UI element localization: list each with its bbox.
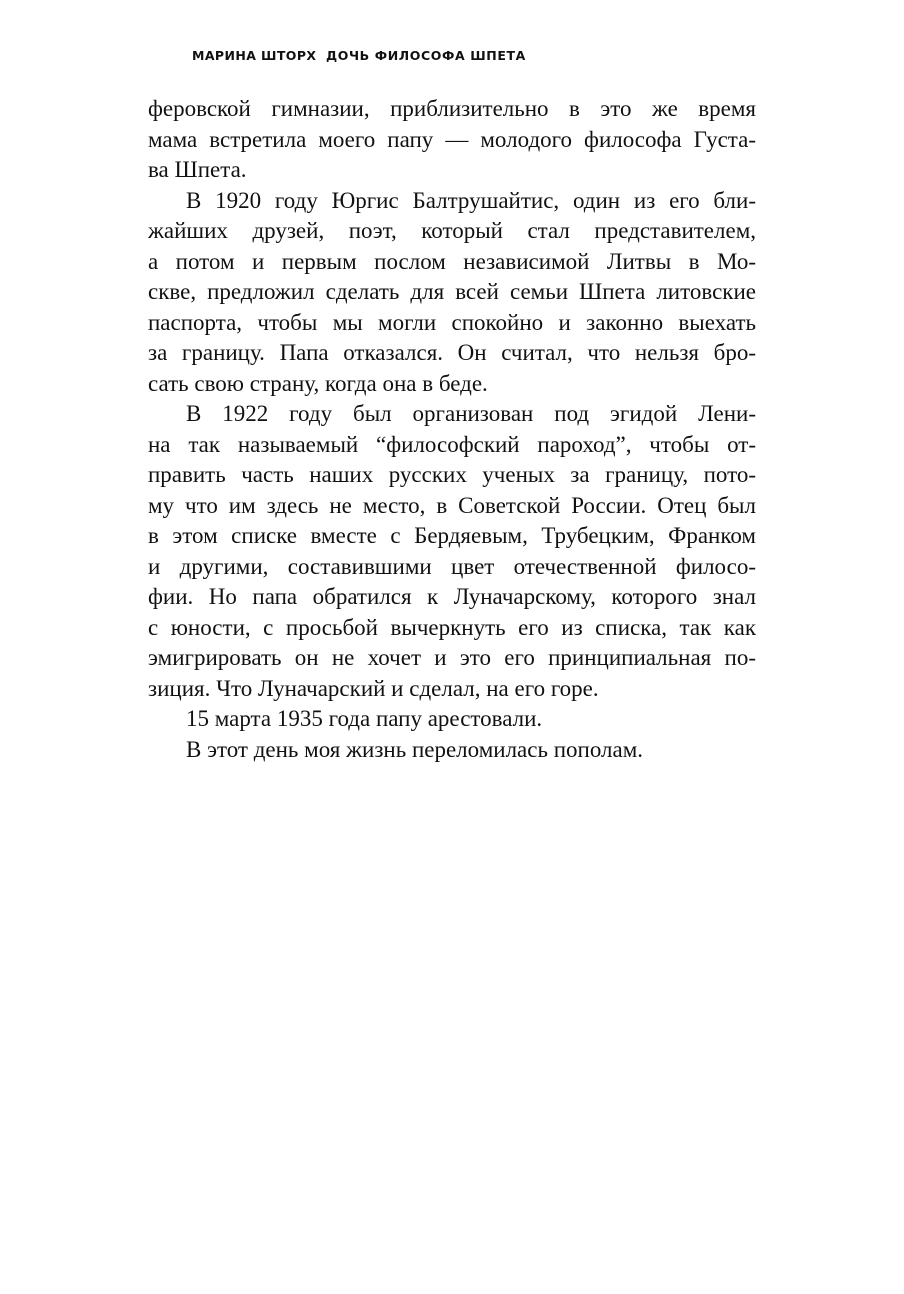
text-line: за границу. Папа отказался. Он считал, что нельзя бро- <box>148 340 756 365</box>
text-line: сать свою страну, когда она в беде. <box>148 370 488 396</box>
running-head-author: МАРИНА ШТОРХ <box>192 48 317 63</box>
text-line: на так называемый “философский пароход”, чтобы от- <box>148 431 756 457</box>
text-line: ва Шпета. <box>148 157 247 182</box>
text-line: 15 марта 1935 года папу арестовали. <box>186 706 543 731</box>
paragraph <box>148 704 756 735</box>
text-line: мама встретила моего папу — молодого философа Густа- <box>148 126 756 152</box>
text-line: а потом и первым послом независимой Литвы в Мо- <box>148 248 756 274</box>
running-head <box>192 47 526 65</box>
text-line: и другими, составившими цвет отечественной филосо- <box>148 553 756 579</box>
text-line: править часть наших русских ученых за границу, пото- <box>148 462 756 487</box>
text-line: В 1920 году Юргис Балтрушайтис, один из его бли- <box>186 187 756 213</box>
text-line: В 1922 году был организован под эгидой Лени- <box>186 401 756 426</box>
text-line: в этом списке вместе с Бердяевым, Трубецким, Франком <box>148 523 756 548</box>
paragraph <box>148 735 756 766</box>
text-line: паспорта, чтобы мы могли спокойно и законно выехать <box>148 309 756 335</box>
text-line: феровской гимназии, приблизительно в это же время <box>148 96 756 121</box>
text-line: жайших друзей, поэт, который стал представителем, <box>148 218 756 243</box>
paragraph <box>148 399 756 704</box>
text-line: му что им здесь не место, в Советской России. Отец был <box>148 492 756 518</box>
text-line: фии. Но папа обратился к Луначарскому, которого знал <box>148 584 756 609</box>
text-line: скве, предложил сделать для всей семьи Шпета литовские <box>148 279 756 304</box>
text-line: с юности, с просьбой вычеркнуть его из списка, так как <box>148 614 756 640</box>
text-line: В этот день моя жизнь переломилась пополам. <box>186 736 644 762</box>
paragraph <box>148 186 756 400</box>
text-line: эмигрировать он не хочет и это его принципиальная по- <box>148 645 756 670</box>
text-line: зиция. Что Луначарский и сделал, на его горе. <box>148 675 599 701</box>
running-head-book-title: ДОЧЬ ФИЛОСОФА ШПЕТА <box>326 48 526 63</box>
paragraph <box>148 94 756 186</box>
body-text <box>148 94 756 765</box>
